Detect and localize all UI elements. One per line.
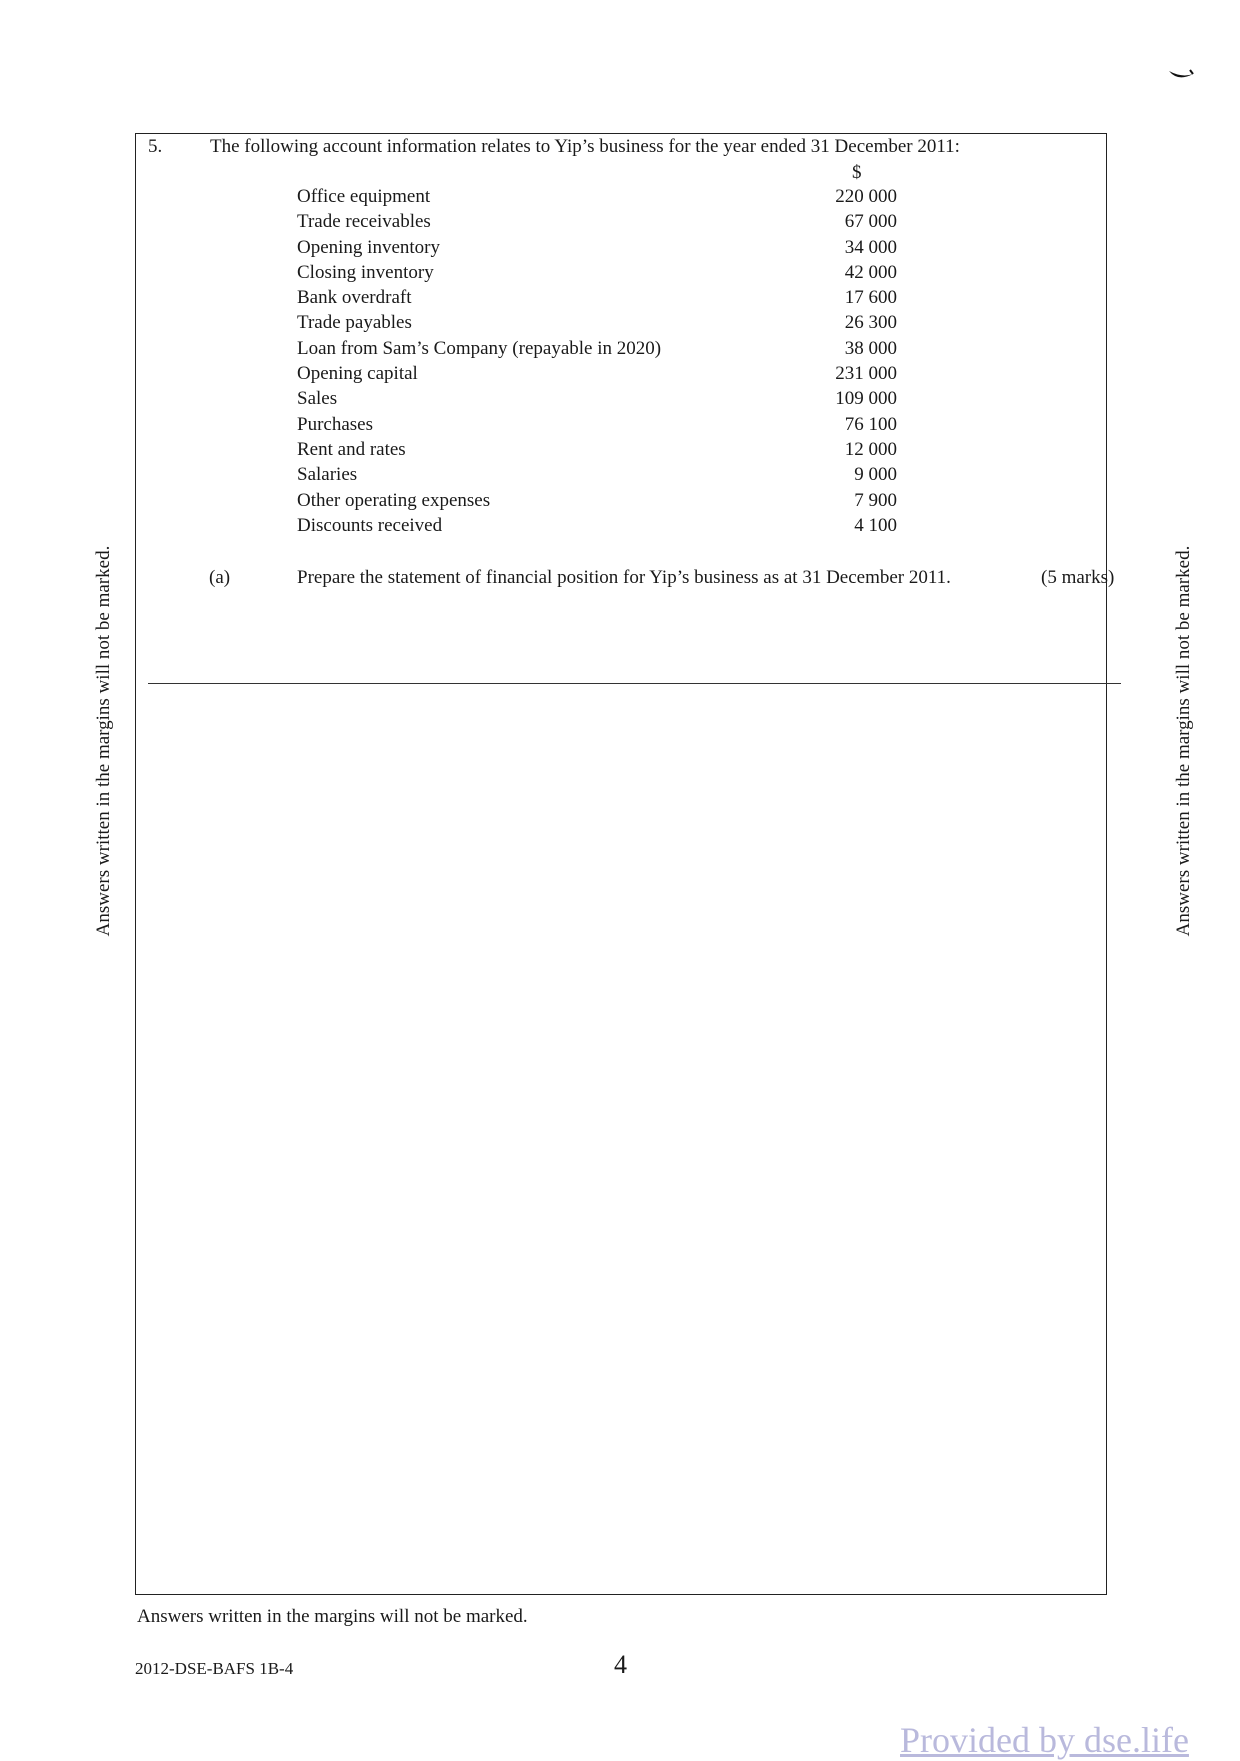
part-a-instruction: Prepare the statement of financial position for Yip’s business as at 31 December 2011. bbox=[297, 567, 951, 588]
account-label: Opening capital bbox=[297, 363, 418, 385]
account-amount: 38 000 bbox=[844, 337, 897, 359]
account-label: Opening inventory bbox=[297, 236, 441, 258]
account-amount: 12 000 bbox=[844, 438, 897, 460]
account-amount: 67 000 bbox=[844, 211, 897, 233]
account-label: Discounts received bbox=[297, 514, 443, 536]
right-margin-note: Answers written in the margins will not be marked. bbox=[1173, 545, 1194, 937]
account-amount: 76 100 bbox=[844, 413, 897, 435]
bottom-margin-note: Answers written in the margins will not be marked. bbox=[137, 1606, 528, 1627]
part-a-label: (a) bbox=[209, 567, 231, 588]
account-label: Other operating expenses bbox=[297, 489, 491, 511]
account-row bbox=[297, 515, 897, 540]
account-row bbox=[297, 414, 897, 439]
currency-header: $ bbox=[852, 162, 862, 183]
account-label: Loan from Sam’s Company (repayable in 2020) bbox=[297, 337, 662, 359]
account-amount: 9 000 bbox=[854, 464, 897, 486]
question-intro: The following account information relates to Yip’s business for the year ended 31 December 2011: bbox=[210, 136, 960, 157]
account-amount: 109 000 bbox=[835, 388, 897, 410]
watermark-link[interactable]: Provided by dse.life bbox=[900, 1720, 1189, 1760]
account-row bbox=[297, 237, 897, 262]
account-amount: 26 300 bbox=[844, 312, 897, 334]
answer-writing-area[interactable] bbox=[150, 695, 1100, 1585]
account-row bbox=[297, 363, 897, 388]
account-amount: 7 900 bbox=[854, 489, 897, 511]
paper-code: 2012-DSE-BAFS 1B-4 bbox=[135, 1659, 294, 1678]
account-label: Trade receivables bbox=[297, 211, 431, 233]
account-row bbox=[297, 186, 897, 211]
account-row bbox=[297, 439, 897, 464]
corner-scan-mark bbox=[1168, 68, 1194, 84]
account-label: Purchases bbox=[297, 413, 373, 435]
question-number: 5. bbox=[148, 136, 163, 157]
account-row bbox=[297, 312, 897, 337]
question-divider bbox=[148, 683, 1121, 684]
left-margin-note: Answers written in the margins will not be marked. bbox=[93, 545, 114, 937]
account-label: Bank overdraft bbox=[297, 287, 412, 309]
part-a-marks: (5 marks) bbox=[1041, 567, 1115, 588]
account-row bbox=[297, 287, 897, 312]
account-amount: 4 100 bbox=[854, 514, 897, 536]
account-label: Closing inventory bbox=[297, 261, 434, 283]
account-amount: 34 000 bbox=[844, 236, 897, 258]
account-label: Sales bbox=[297, 388, 338, 410]
account-row bbox=[297, 388, 897, 413]
account-label: Office equipment bbox=[297, 186, 431, 207]
account-row bbox=[297, 338, 897, 363]
account-row bbox=[297, 464, 897, 489]
account-row bbox=[297, 262, 897, 287]
account-amount: 231 000 bbox=[835, 363, 897, 385]
page-number: 4 bbox=[614, 1650, 627, 1679]
account-label: Rent and rates bbox=[297, 438, 406, 460]
account-row bbox=[297, 211, 897, 236]
account-amount: 220 000 bbox=[835, 186, 897, 207]
account-row bbox=[297, 490, 897, 515]
account-amount: 17 600 bbox=[844, 287, 897, 309]
account-list bbox=[297, 186, 897, 540]
account-label: Trade payables bbox=[297, 312, 412, 334]
account-amount: 42 000 bbox=[844, 261, 897, 283]
account-label: Salaries bbox=[297, 464, 358, 486]
